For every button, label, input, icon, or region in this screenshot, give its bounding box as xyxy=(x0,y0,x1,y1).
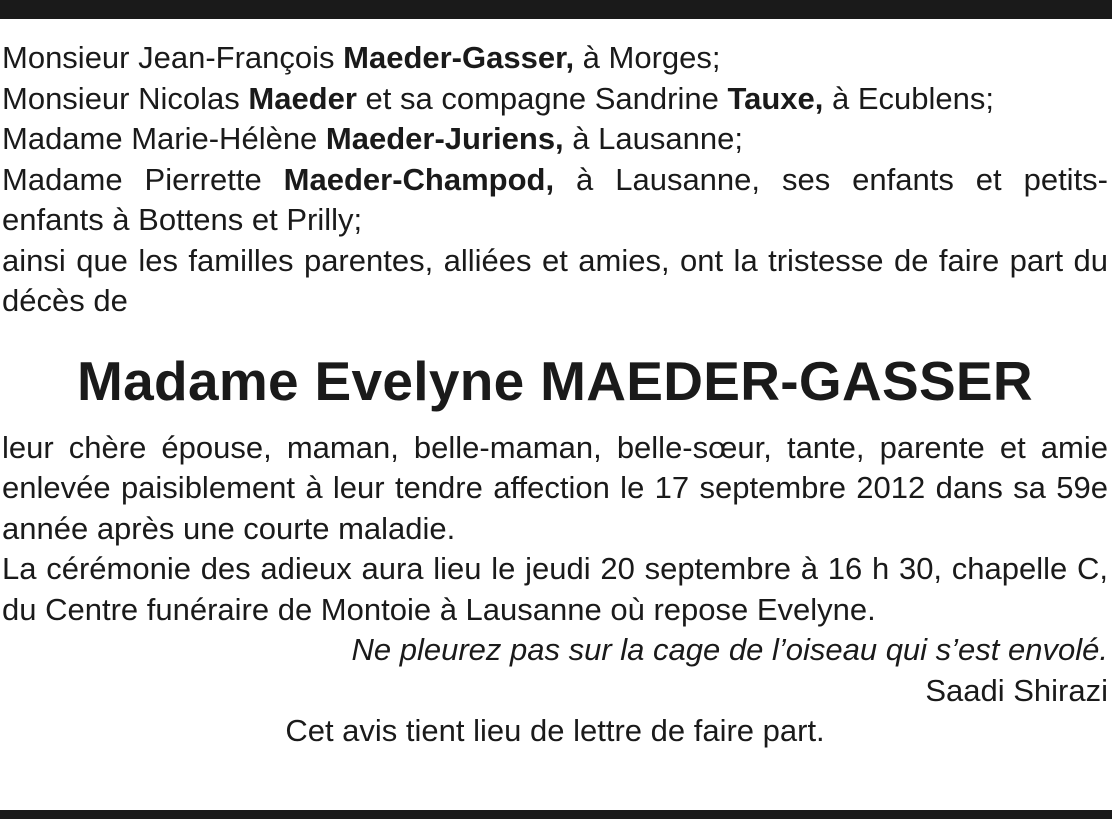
deceased-name: Madame Evelyne MAEDER-GASSER xyxy=(77,349,1033,412)
family-line-2-text: Monsieur Nicolas xyxy=(2,80,249,116)
family-line-1-place: à Morges; xyxy=(574,40,721,75)
ceremony-paragraph: La cérémonie des adieux aura lieu le jeudi 20 septembre à 16 h 30, chapelle C, du Centre funéraire de Montoie à Lausanne où repose Evelyne. xyxy=(2,551,1108,627)
family-line-4-text: Madame Pierrette xyxy=(2,161,284,197)
top-rule xyxy=(0,0,1112,19)
family-line-1 xyxy=(2,38,1108,79)
description-paragraph: leur chère épouse, maman, belle-maman, belle-sœur, tante, parente et amie enlevée paisiblement à leur tendre affection le 17 septembre 2012 dans sa 59e année après une courte maladie. xyxy=(2,429,1108,546)
closing-statement: Cet avis tient lieu de lettre de faire part. xyxy=(285,713,825,748)
family-line-2 xyxy=(2,79,1108,120)
family-line-2-place: à Ecublens; xyxy=(823,80,994,116)
family-line-3-name: Maeder-Juriens, xyxy=(325,121,564,156)
family-line-1-text: Monsieur Jean-François xyxy=(2,40,344,75)
family-line-4-place: à Lausanne, ses enfants et petits- xyxy=(554,161,1109,197)
obituary-notice xyxy=(2,38,1108,752)
family-line-3 xyxy=(2,119,1108,160)
family-line-4-name: Maeder-Champod, xyxy=(283,161,555,197)
family-line-2-name: Maeder xyxy=(248,80,357,116)
bottom-rule xyxy=(0,810,1112,819)
family-line-3-place: à Lausanne; xyxy=(563,121,743,156)
intro-paragraph: ainsi que les familles parentes, alliées et amies, ont la tristesse de faire part du décès de xyxy=(2,242,1108,318)
family-line-4-cont: enfants à Bottens et Prilly; xyxy=(2,202,363,237)
quote-author: Saadi Shirazi xyxy=(925,672,1108,708)
family-line-2-name2: Tauxe, xyxy=(727,80,824,116)
family-line-2-companion: et sa compagne Sandrine xyxy=(356,80,728,116)
family-line-4 xyxy=(2,160,1108,201)
family-line-3-text: Madame Marie-Hélène xyxy=(2,121,326,156)
family-line-1-name: Maeder-Gasser, xyxy=(343,40,575,75)
quote-text: Ne pleurez pas sur la cage de l’oiseau qui s’est envolé. xyxy=(351,632,1108,667)
